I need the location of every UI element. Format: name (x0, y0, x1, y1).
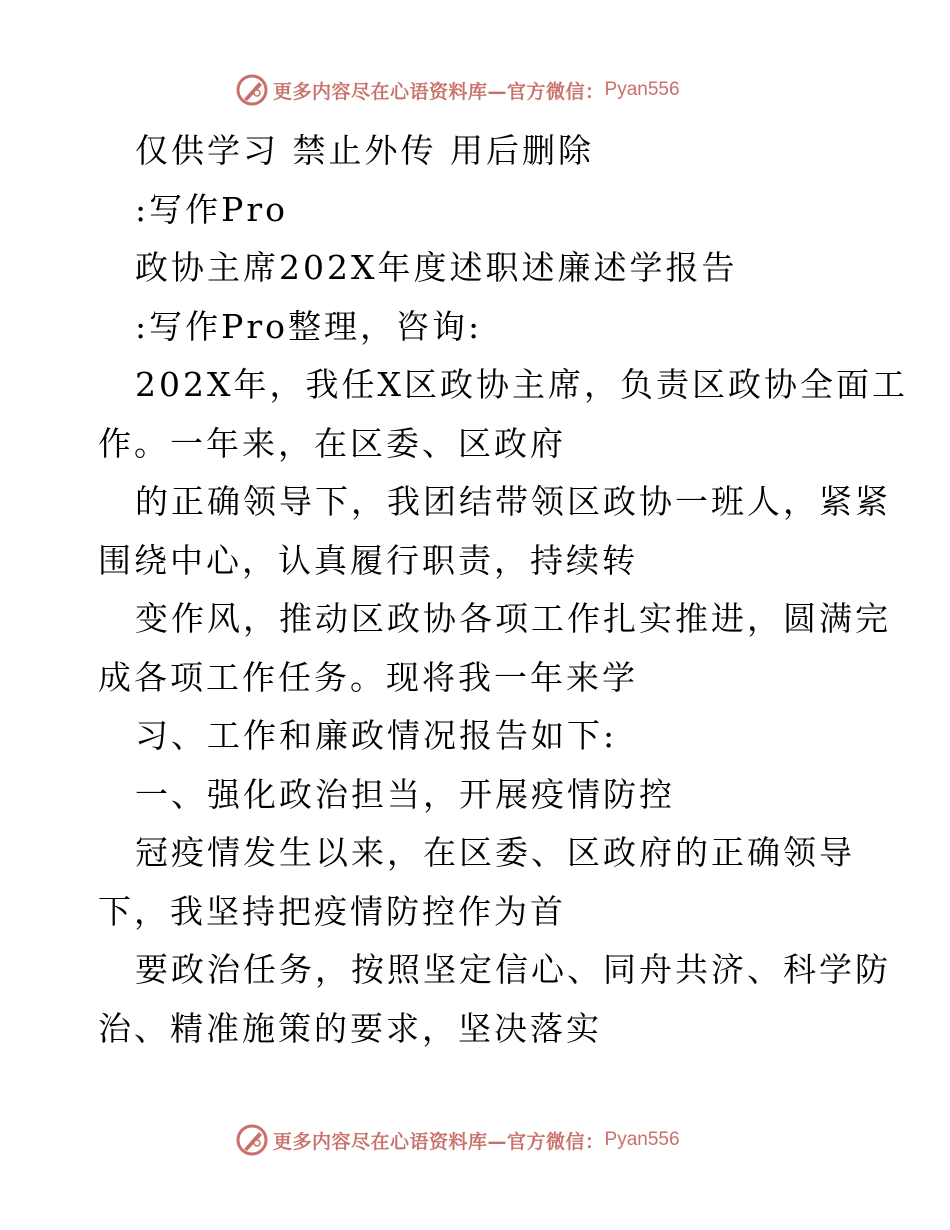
quill-pen-circle-icon (235, 73, 269, 107)
text-line: 的正确领导下，我团结带领区政协一班人，紧紧 (135, 482, 891, 521)
text-line: 政协主席202X年度述职述廉述学报告 (135, 248, 738, 287)
text-line: 冠疫情发生以来，在区委、区政府的正确领导 (135, 833, 855, 872)
text-line: 治、精准施策的要求，坚决落实 (98, 1008, 602, 1048)
text-line: 围绕中心，认真履行职责，持续转 (98, 540, 638, 580)
text-line: 下，我坚持把疫情防控作为首 (98, 891, 566, 931)
text-line: 习、工作和廉政情况报告如下: (135, 716, 618, 755)
watermark-text: 更多内容尽在心语资料库—官方微信： (273, 1130, 605, 1153)
header-watermark (235, 72, 680, 108)
watermark-wechat-id: Pyan556 (604, 79, 680, 100)
text-line: 成各项工作任务。现将我一年来学 (98, 657, 638, 697)
watermark-text: 更多内容尽在心语资料库—官方微信： (273, 80, 605, 103)
document-body (98, 122, 908, 1058)
text-line: :写作Pro (135, 189, 288, 229)
text-line: 作。一年来，在区委、区政府 (98, 423, 566, 463)
text-line: 202X年，我任X区政协主席，负责区政协全面工 (135, 365, 908, 404)
text-line: :写作Pro整理，咨询: (135, 306, 483, 346)
text-line: 要政治任务，按照坚定信心、同舟共济、科学防 (135, 950, 891, 989)
text-line: 仅供学习 禁止外传 用后删除 (135, 131, 594, 170)
text-line: 一、强化政治担当，开展疫情防控 (135, 774, 675, 814)
quill-pen-circle-icon (235, 1123, 269, 1157)
text-line: 变作风，推动区政协各项工作扎实推进，圆满完 (135, 599, 891, 638)
footer-watermark (235, 1122, 680, 1158)
watermark-wechat-id: Pyan556 (604, 1129, 680, 1150)
